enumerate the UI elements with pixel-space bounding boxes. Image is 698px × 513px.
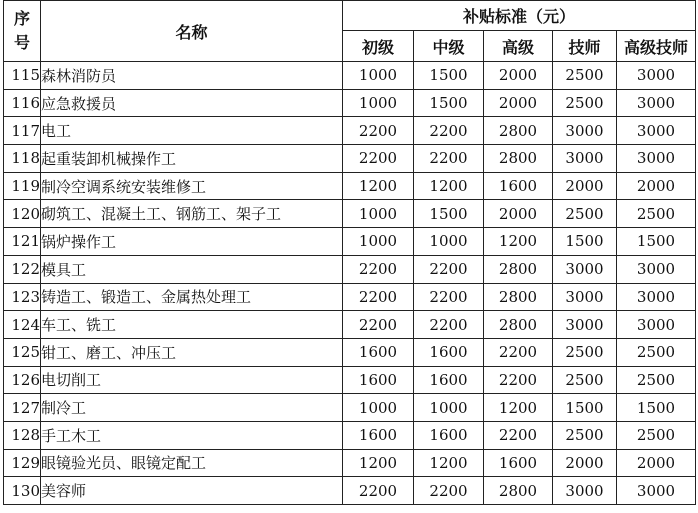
occupation-name: 手工木工 [41, 421, 343, 449]
subsidy-senior-technician: 2000 [617, 449, 696, 477]
header-name: 名称 [41, 1, 343, 62]
table-row [4, 283, 696, 311]
subsidy-senior: 2200 [484, 421, 553, 449]
subsidy-technician: 3000 [553, 283, 617, 311]
subsidy-technician: 3000 [553, 477, 617, 505]
subsidy-junior: 1600 [343, 421, 414, 449]
subsidy-senior-technician: 2500 [617, 366, 696, 394]
subsidy-senior: 1600 [484, 449, 553, 477]
table-row [4, 117, 696, 145]
subsidy-junior: 2200 [343, 477, 414, 505]
row-number: 122 [4, 255, 41, 283]
table-row [4, 62, 696, 90]
subsidy-senior-technician: 2500 [617, 200, 696, 228]
header-level-junior: 初级 [343, 31, 414, 62]
subsidy-intermediate: 2200 [414, 255, 484, 283]
occupation-name: 起重装卸机械操作工 [41, 145, 343, 173]
subsidy-senior-technician: 2500 [617, 421, 696, 449]
occupation-name: 砌筑工、混凝土工、钢筋工、架子工 [41, 200, 343, 228]
table-row [4, 172, 696, 200]
occupation-name: 锅炉操作工 [41, 228, 343, 256]
subsidy-technician: 3000 [553, 255, 617, 283]
subsidy-senior-technician: 3000 [617, 311, 696, 339]
subsidy-technician: 2500 [553, 338, 617, 366]
subsidy-technician: 2500 [553, 62, 617, 90]
subsidy-senior: 2800 [484, 145, 553, 173]
subsidy-senior: 2800 [484, 117, 553, 145]
subsidy-senior: 1200 [484, 394, 553, 422]
table-row [4, 255, 696, 283]
table-body [4, 62, 696, 505]
row-number: 128 [4, 421, 41, 449]
subsidy-technician: 3000 [553, 145, 617, 173]
subsidy-technician: 3000 [553, 117, 617, 145]
subsidy-technician: 2000 [553, 172, 617, 200]
subsidy-intermediate: 1200 [414, 449, 484, 477]
subsidy-intermediate: 2200 [414, 283, 484, 311]
occupation-name: 眼镜验光员、眼镜定配工 [41, 449, 343, 477]
header-level-senior-technician: 高级技师 [617, 31, 696, 62]
header-row-top [4, 1, 696, 31]
subsidy-technician: 2500 [553, 200, 617, 228]
subsidy-senior-technician: 3000 [617, 477, 696, 505]
subsidy-senior: 2000 [484, 62, 553, 90]
subsidy-senior-technician: 3000 [617, 255, 696, 283]
subsidy-senior: 2000 [484, 89, 553, 117]
row-number: 123 [4, 283, 41, 311]
row-number: 130 [4, 477, 41, 505]
row-number: 120 [4, 200, 41, 228]
table-row [4, 89, 696, 117]
subsidy-junior: 1000 [343, 89, 414, 117]
row-number: 116 [4, 89, 41, 117]
subsidy-intermediate: 1600 [414, 421, 484, 449]
subsidy-senior: 1600 [484, 172, 553, 200]
table-row [4, 449, 696, 477]
subsidy-technician: 2000 [553, 449, 617, 477]
row-number: 121 [4, 228, 41, 256]
subsidy-junior: 1000 [343, 62, 414, 90]
subsidy-junior: 1600 [343, 338, 414, 366]
table-row [4, 394, 696, 422]
subsidy-senior: 2000 [484, 200, 553, 228]
subsidy-technician: 3000 [553, 311, 617, 339]
table-row [4, 145, 696, 173]
header-no-line1: 序 [13, 9, 30, 28]
subsidy-technician: 2500 [553, 421, 617, 449]
subsidy-junior: 1000 [343, 228, 414, 256]
table-row [4, 421, 696, 449]
subsidy-intermediate: 1600 [414, 366, 484, 394]
subsidy-senior: 2800 [484, 283, 553, 311]
subsidy-junior: 1200 [343, 172, 414, 200]
row-number: 119 [4, 172, 41, 200]
subsidy-senior: 2800 [484, 477, 553, 505]
subsidy-intermediate: 1500 [414, 62, 484, 90]
subsidy-intermediate: 1000 [414, 228, 484, 256]
subsidy-junior: 2200 [343, 255, 414, 283]
occupation-name: 车工、铣工 [41, 311, 343, 339]
row-number: 126 [4, 366, 41, 394]
table-row [4, 311, 696, 339]
subsidy-senior-technician: 3000 [617, 117, 696, 145]
row-number: 118 [4, 145, 41, 173]
header-level-intermediate: 中级 [414, 31, 484, 62]
subsidy-senior: 2200 [484, 338, 553, 366]
subsidy-junior: 2200 [343, 117, 414, 145]
subsidy-intermediate: 1600 [414, 338, 484, 366]
row-number: 127 [4, 394, 41, 422]
subsidy-senior-technician: 3000 [617, 89, 696, 117]
subsidy-senior-technician: 2000 [617, 172, 696, 200]
table-row [4, 338, 696, 366]
subsidy-junior: 2200 [343, 283, 414, 311]
header-level-senior: 高级 [484, 31, 553, 62]
subsidy-senior-technician: 3000 [617, 283, 696, 311]
table-row [4, 200, 696, 228]
subsidy-intermediate: 2200 [414, 311, 484, 339]
subsidy-junior: 1000 [343, 200, 414, 228]
subsidy-intermediate: 1500 [414, 89, 484, 117]
row-number: 115 [4, 62, 41, 90]
subsidy-junior: 2200 [343, 145, 414, 173]
table-row [4, 477, 696, 505]
occupation-name: 电工 [41, 117, 343, 145]
subsidy-intermediate: 2200 [414, 145, 484, 173]
subsidy-senior-technician: 1500 [617, 394, 696, 422]
occupation-name: 森林消防员 [41, 62, 343, 90]
header-subsidy-standard: 补贴标准（元） [343, 1, 696, 31]
occupation-name: 电切削工 [41, 366, 343, 394]
subsidy-junior: 2200 [343, 311, 414, 339]
row-number: 117 [4, 117, 41, 145]
row-number: 129 [4, 449, 41, 477]
occupation-name: 模具工 [41, 255, 343, 283]
subsidy-technician: 1500 [553, 228, 617, 256]
subsidy-intermediate: 1200 [414, 172, 484, 200]
subsidy-senior-technician: 3000 [617, 62, 696, 90]
occupation-name: 制冷工 [41, 394, 343, 422]
occupation-name: 美容师 [41, 477, 343, 505]
subsidy-senior-technician: 3000 [617, 145, 696, 173]
subsidy-senior: 1200 [484, 228, 553, 256]
subsidy-intermediate: 2200 [414, 477, 484, 505]
table-row [4, 228, 696, 256]
header-no [4, 1, 41, 62]
subsidy-senior: 2800 [484, 255, 553, 283]
subsidy-technician: 2500 [553, 89, 617, 117]
header-no-line2: 号 [13, 33, 30, 52]
row-number: 124 [4, 311, 41, 339]
subsidy-intermediate: 1500 [414, 200, 484, 228]
occupation-name: 铸造工、锻造工、金属热处理工 [41, 283, 343, 311]
subsidy-senior-technician: 2500 [617, 338, 696, 366]
subsidy-senior-technician: 1500 [617, 228, 696, 256]
row-number: 125 [4, 338, 41, 366]
table-row [4, 366, 696, 394]
subsidy-junior: 1600 [343, 366, 414, 394]
subsidy-senior: 2800 [484, 311, 553, 339]
subsidy-junior: 1000 [343, 394, 414, 422]
occupation-name: 钳工、磨工、冲压工 [41, 338, 343, 366]
subsidy-junior: 1200 [343, 449, 414, 477]
subsidy-technician: 2500 [553, 366, 617, 394]
occupation-name: 应急救援员 [41, 89, 343, 117]
subsidy-technician: 1500 [553, 394, 617, 422]
occupation-name: 制冷空调系统安装维修工 [41, 172, 343, 200]
subsidy-senior: 2200 [484, 366, 553, 394]
header-level-technician: 技师 [553, 31, 617, 62]
subsidy-intermediate: 1000 [414, 394, 484, 422]
subsidy-table [3, 0, 696, 505]
subsidy-intermediate: 2200 [414, 117, 484, 145]
